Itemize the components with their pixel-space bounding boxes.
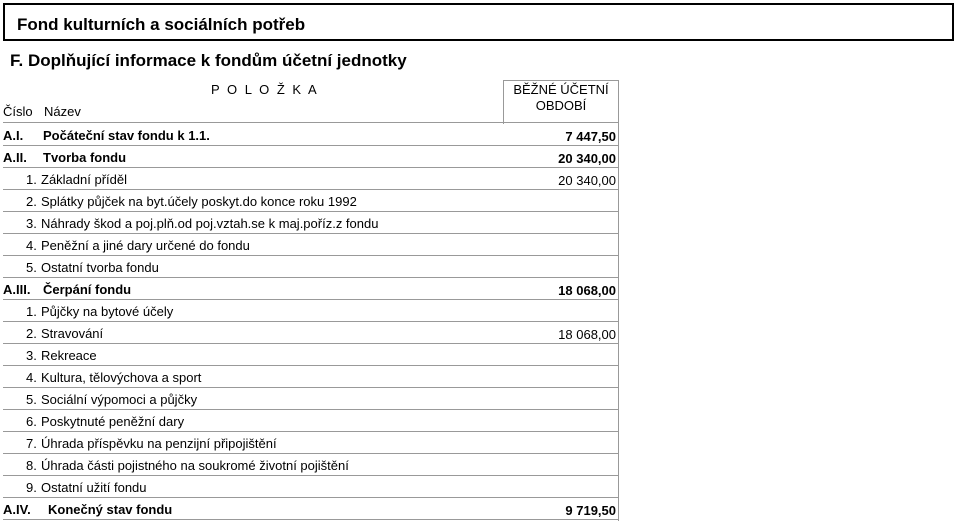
header-bottom-line — [3, 122, 619, 123]
row-value: 20 340,00 — [558, 173, 616, 188]
row-name: Ostatní užití fondu — [41, 480, 147, 495]
row-name: Stravování — [41, 326, 104, 341]
table-row — [3, 124, 619, 146]
row-number: A.IV. — [3, 502, 31, 517]
table-row — [3, 410, 619, 432]
row-name: Splátky půjček na byt.účely poskyt.do konce roku 1992 — [41, 194, 357, 209]
row-value: 18 068,00 — [558, 283, 616, 298]
row-number: 1. — [26, 172, 37, 187]
row-number: A.III. — [3, 282, 31, 297]
row-number: 7. — [26, 436, 37, 451]
table-row — [3, 168, 619, 190]
table-row — [3, 454, 619, 476]
header-obdobi: BĚŽNÉ ÚČETNÍ OBDOBÍ — [513, 82, 609, 113]
row-name: Půjčky na bytové účely — [41, 304, 174, 319]
table-row — [3, 256, 619, 278]
row-number: 8. — [26, 458, 37, 473]
row-value: 20 340,00 — [558, 151, 616, 166]
row-name: Poskytnuté peněžní dary — [41, 414, 185, 429]
header-cislo: Číslo — [3, 104, 33, 119]
row-name: Náhrady škod a poj.plň.od poj.vztah.se k maj.poříz.z fondu — [41, 216, 379, 231]
row-name: Peněžní a jiné dary určené do fondu — [41, 238, 250, 253]
row-name: Tvorba fondu — [43, 150, 127, 165]
table-row — [3, 388, 619, 410]
row-number: 3. — [26, 348, 37, 363]
row-number: 5. — [26, 392, 37, 407]
row-name: Ostatní tvorba fondu — [41, 260, 159, 275]
row-number: A.I. — [3, 128, 24, 143]
row-name: Konečný stav fondu — [48, 502, 173, 517]
table-row — [3, 278, 619, 300]
table-row — [3, 190, 619, 212]
page-title: Fond kulturních a sociálních potřeb — [17, 15, 306, 34]
table-row — [3, 344, 619, 366]
row-number: A.II. — [3, 150, 27, 165]
row-name: Počáteční stav fondu k 1.1. — [43, 128, 210, 143]
row-number: 3. — [26, 216, 37, 231]
header-polozka: P O L O Ž K A — [211, 82, 319, 97]
table-row — [3, 498, 619, 520]
row-number: 2. — [26, 194, 37, 209]
row-name: Čerpání fondu — [43, 282, 132, 297]
row-number: 2. — [26, 326, 37, 341]
row-number: 4. — [26, 238, 37, 253]
table-row — [3, 366, 619, 388]
row-number: 4. — [26, 370, 37, 385]
row-name: Kultura, tělovýchova a sport — [41, 370, 202, 385]
row-name: Základní příděl — [41, 172, 127, 187]
row-number: 5. — [26, 260, 37, 275]
title-box — [3, 3, 954, 41]
row-name: Úhrada části pojistného na soukromé životní pojištění — [41, 458, 349, 473]
header-top-line — [503, 80, 619, 81]
row-name: Úhrada příspěvku na penzijní připojištění — [41, 436, 277, 451]
row-value: 18 068,00 — [558, 327, 616, 342]
row-name: Rekreace — [41, 348, 97, 363]
table-row — [3, 146, 619, 168]
section-title: F. Doplňující informace k fondům účetní jednotky — [10, 51, 407, 70]
header-left-line — [503, 80, 504, 124]
header-nazev: Název — [44, 104, 81, 119]
table-row — [3, 476, 619, 498]
table-row — [3, 234, 619, 256]
row-name: Sociální výpomoci a půjčky — [41, 392, 198, 407]
table-row — [3, 212, 619, 234]
table-row — [3, 322, 619, 344]
table-row — [3, 300, 619, 322]
row-value: 7 447,50 — [565, 129, 616, 144]
row-number: 1. — [26, 304, 37, 319]
row-number: 9. — [26, 480, 37, 495]
row-value: 9 719,50 — [565, 503, 616, 518]
row-number: 6. — [26, 414, 37, 429]
table-row — [3, 432, 619, 454]
